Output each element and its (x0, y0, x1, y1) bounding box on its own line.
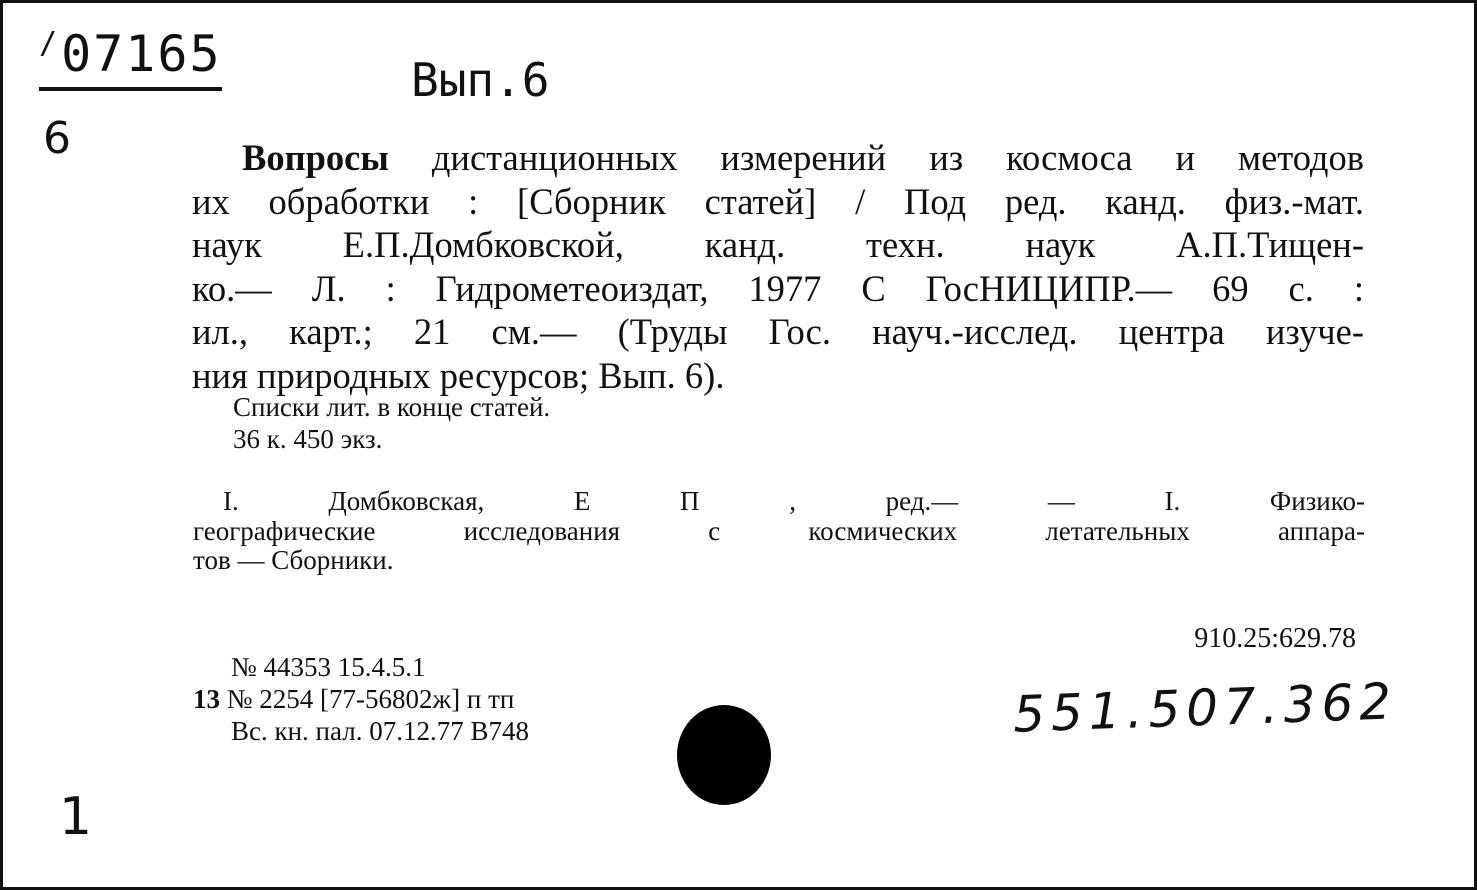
tracings (193, 487, 1365, 576)
note-bibliography: Списки лит. в конце статей. (233, 392, 551, 422)
description-line-4: ко.— Л. : Гидрометеоиздат, 1977 С ГосНИЦИПР.— 69 с. : (192, 267, 1364, 309)
record-numbers (193, 651, 529, 747)
inventory-mark: / (39, 26, 60, 61)
description-line-5: ил., карт.; 21 см.— (Труды Гос. науч.-исслед. центра изуче- (192, 311, 1364, 352)
description-lead-word: Вопросы (242, 137, 389, 178)
bibliographic-description (192, 136, 1364, 397)
record-line-1: № 44353 15.4.5.1 (231, 652, 426, 682)
record-line-2 (193, 683, 529, 715)
udc-printed: 910.25:629.78 (1194, 623, 1356, 654)
record-line-2-rest: № 2254 [77-56802ж] п тп (220, 684, 515, 714)
inventory-number-text: 07165 (61, 25, 222, 83)
inventory-number (39, 25, 222, 91)
description-line-1 (192, 136, 1364, 180)
udc-handwritten: 551.507.362 (1012, 672, 1398, 744)
notes (233, 392, 550, 455)
tracing-line-1: I. Домбковская, Е П , ред.— — I. Физико- (223, 486, 1365, 516)
record-line-2-number: 13 (193, 684, 220, 714)
description-line-6: ния природных ресурсов; Вып. 6). (192, 354, 725, 396)
description-line-1-text: дистанционных измерений из космоса и методов (388, 137, 1364, 178)
handwritten-one: 1 (59, 787, 93, 847)
description-line-2: их обработки : [Сборник статей] / Под ред. канд. физ.-мат. (192, 180, 1364, 222)
shelf-mark-left: 6 (43, 113, 71, 164)
tracing-line-3: тов — Сборники. (193, 545, 394, 575)
description-line-3: наук Е.П.Домбковской, канд. техн. наук А.П.Тищен- (192, 224, 1364, 265)
punch-hole (677, 705, 771, 805)
note-price-copies: 36 к. 450 экз. (233, 423, 383, 454)
record-line-3: Вс. кн. пал. 07.12.77 В748 (231, 716, 529, 746)
tracing-line-2: географические исследования с космических летательных аппара- (193, 515, 1365, 546)
issue-heading: Вып.6 (411, 53, 550, 107)
